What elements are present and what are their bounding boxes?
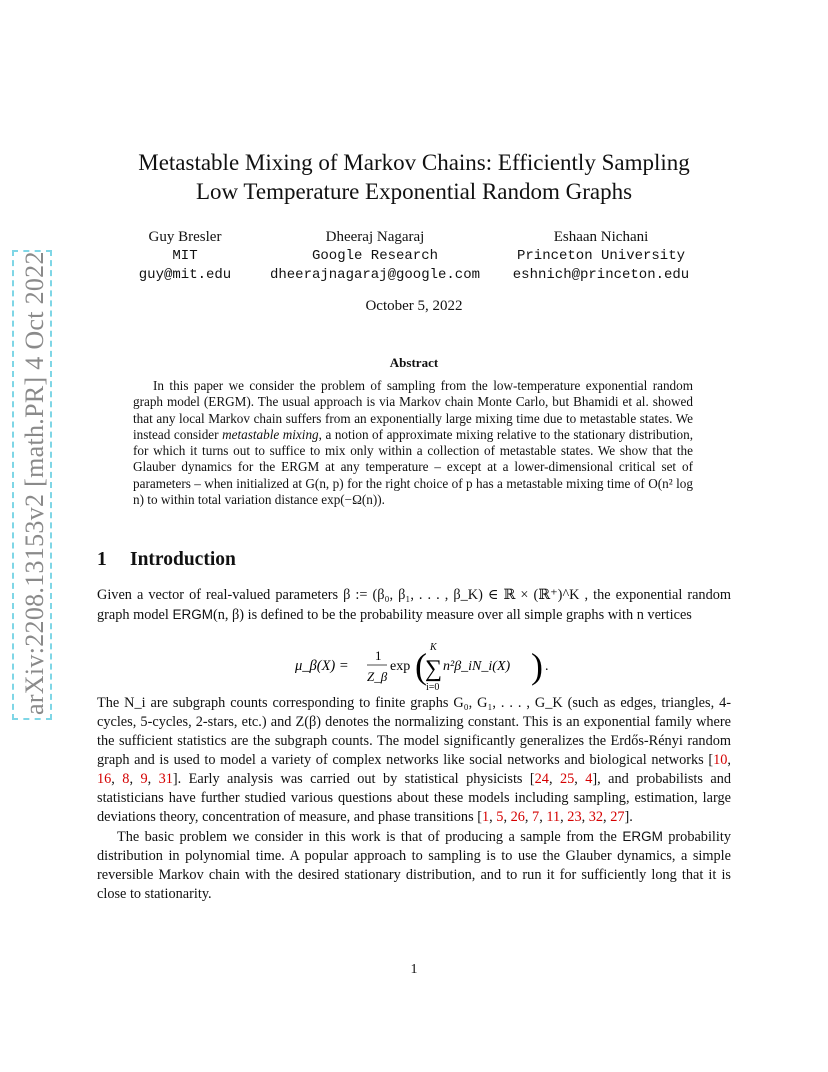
intro-paragraph-1 [97, 586, 731, 625]
section-number: 1 [97, 549, 107, 570]
title-line-1: Metastable Mixing of Markov Chains: Efficiently Sampling [138, 150, 690, 175]
citation-link[interactable]: 1 [481, 809, 490, 825]
citation-link[interactable]: 8 [122, 771, 130, 787]
equation-svg [295, 640, 555, 692]
eq-period: . [545, 659, 549, 674]
eq-summand: n²β_iN_i(X) [443, 659, 511, 674]
para2-text-d: ]. [624, 809, 633, 825]
eq-sum-lower: i=0 [426, 682, 440, 692]
author-name: Eshaan Nichani [553, 229, 649, 245]
eq-exp: exp [390, 659, 411, 674]
citation-link[interactable]: 27 [610, 809, 625, 825]
intro-paragraph-2: The N_i are subgraph counts corresponding to finite graphs G₀, G₁, . . . , G_K (such as edges, triangles, 4-cycles, 5-cycles, 2-stars, etc.) and Z(β) denotes the normalizing constant. This is an exponential family where the sufficient statistics are the subgraph counts. The model significantly generalizes the Erdős-Rényi random graph and is used to model a variety of complex networks like social networks and biological networks [10, 16, 8, 9, 31]. Early analysis was carried out by statistical physicists [24, 25, 4], and probabilists and statisticians have further studied various questions about these models including sampling, estimation, large deviations theory, concentration of measure, and phase transitions [1, 5, 26, 7, 11, 23, 32, 27]. The basic problem we consider in this work is that of producing a sample from the ERGM probability distribution in polynomial time. A popular approach to sampling is to use the Glauber dynamics, a simple reversible Markov chain with the desired stationary distribution, and to run it for sufficiently long that it is close to stationarity. [97, 695, 731, 902]
author-affiliation: MIT [172, 248, 198, 264]
title-line-2: Low Temperature Exponential Random Graphs [195, 179, 633, 204]
para1-text-a: Given a vector of real-valued parameters β := (β₀, β₁, . . . , β_K) ∈ ℝ × (ℝ⁺)^K , the exponential random graph model [97, 587, 731, 623]
author-affiliation: Google Research [311, 248, 439, 264]
page-number: 1 [410, 962, 418, 977]
abstract-body [133, 378, 693, 508]
author-name: Guy Bresler [148, 229, 222, 245]
citation-link[interactable]: 11 [546, 809, 561, 825]
author-2 [260, 228, 490, 285]
citation-link[interactable]: 24 [534, 771, 549, 787]
citation-link[interactable]: 7 [532, 809, 540, 825]
eq-numerator: 1 [375, 648, 382, 663]
ergm-label: ERGM [172, 607, 213, 622]
para3-text-b: probability distribution in polynomial time. A popular approach to sampling is to use the Glauber dynamics, a simple reversible Markov chain with the desired stationary distribution, and to run it for sufficiently long that it is close to stationarity. [97, 829, 731, 902]
citation-link[interactable]: 10 [713, 752, 728, 768]
para2-text-a: The N_i are subgraph counts corresponding to finite graphs G₀, G₁, . . . , G_K (such as edges, triangles, 4-cycles, 5-cycles, 2-stars, etc.) and Z(β) denotes the normalizing constant. This is an exponential family where the sufficient statistics are the subgraph counts. The model significantly generalizes the Erdős-Rényi random graph and is used to model a variety of complex networks like social networks and biological networks [ [97, 695, 731, 768]
citation-link[interactable]: 32 [588, 809, 604, 825]
eq-denominator: Z_β [367, 669, 388, 684]
abstract-emphasis: metastable mixing [222, 426, 319, 442]
abstract-text-1: In this paper we consider the problem of sampling from the low-temperature exponential random graph model (ERGM). The usual approach is via Markov chain Monte Carlo, but Bhamidi et al. showed that any local Markov chain suffers from an exponentially large mixing time due to metastable states. We instead consider [133, 378, 693, 442]
citation-link[interactable]: 4 [585, 771, 593, 787]
eq-sum-upper: K [430, 642, 437, 653]
author-3 [505, 228, 697, 285]
abstract-text-2: , a notion of approximate mixing relative to the stationary distribution, for which it turns out to suffice to mix only within a collection of metastable states. We show that the Glauber dynamics for the ERGM at any temperature – except at a lower-dimensional critical set of parameters – when initialized at G(n, p) for the right choice of p has a metastable mixing time of O(n² log n) to within total variation distance exp(−Ω(n)). [133, 426, 694, 508]
eq-sum-sign: ∑ [425, 656, 443, 682]
author-email[interactable]: eshnich@princeton.edu [512, 267, 690, 283]
para2-text-b: ]. Early analysis was carried out by statistical physicists [ [172, 771, 535, 787]
section-heading [97, 549, 236, 571]
citation-link[interactable]: 31 [158, 771, 173, 787]
section-title: Introduction [130, 549, 236, 570]
citation-link[interactable]: 23 [567, 809, 582, 825]
publication-date: October 5, 2022 [365, 298, 463, 314]
citation-link[interactable]: 16 [97, 771, 112, 787]
eq-left-paren: ( [415, 646, 427, 686]
para1-text-b: (n, β) is defined to be the probability measure over all simple graphs with n vertices [212, 607, 692, 623]
citation-link[interactable]: 25 [559, 771, 575, 787]
abstract-heading: Abstract [389, 355, 439, 370]
eq-right-paren: ) [531, 646, 543, 686]
author-1 [125, 228, 245, 285]
author-name: Dheeraj Nagaraj [325, 229, 425, 245]
arxiv-identifier[interactable]: arXiv:2208.13153v2 [math.PR] 4 Oct 2022 [20, 251, 49, 715]
intro-paragraph-3 [97, 827, 731, 904]
citation-link[interactable]: 26 [510, 809, 525, 825]
author-email[interactable]: dheerajnagaraj@google.com [269, 267, 481, 283]
author-email[interactable]: guy@mit.edu [138, 267, 232, 283]
para3-text-a: The basic problem we consider in this work is that of producing a sample from the [117, 829, 623, 845]
equation-ergm-density [295, 640, 555, 692]
citation-link[interactable]: 9 [140, 771, 148, 787]
author-affiliation: Princeton University [516, 248, 686, 264]
ergm-label: ERGM [622, 829, 663, 844]
eq-lhs: μ_β(X) = [295, 658, 349, 674]
citation-link[interactable]: 5 [496, 809, 504, 825]
paper-title [0, 148, 828, 206]
para2-text-c: ], and probabilists and statisticians have further studied various questions about these models including sampling, estimation, large deviations theory, concentration of measure, and phase transitions [ [97, 771, 731, 825]
